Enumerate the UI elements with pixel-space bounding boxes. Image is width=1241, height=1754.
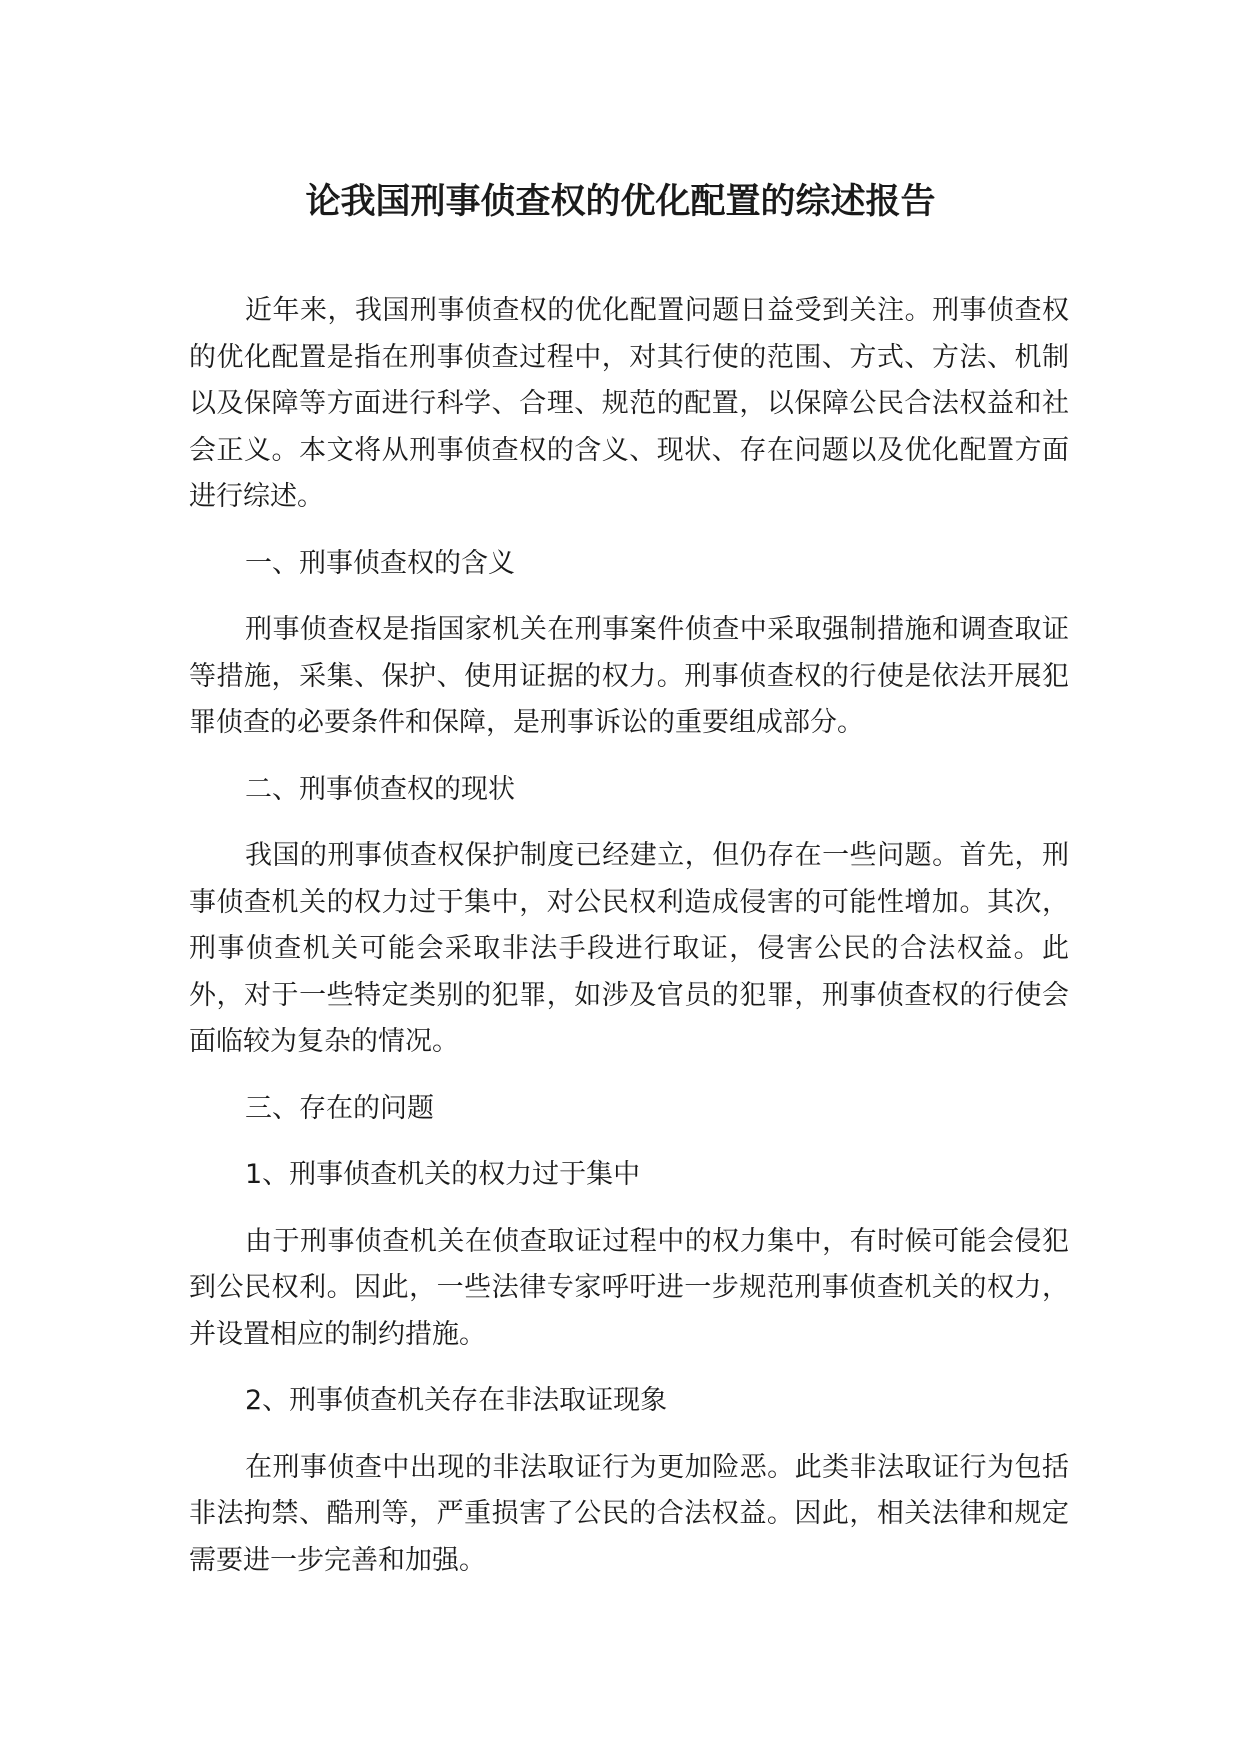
document-title: 论我国刑事侦查权的优化配置的综述报告 [305,182,936,222]
paragraph-gap [189,587,1069,607]
section-heading-meaning: 一、刑事侦查权的含义 [245,547,515,579]
subheading-problem-2: 2、刑事侦查机关存在非法取证现象 [245,1385,668,1416]
subheading-problem-1: 1、刑事侦查机关的权力过于集中 [245,1159,641,1190]
paragraph-gap [189,813,1069,833]
section-heading-problems: 三、存在的问题 [245,1092,434,1124]
paragraph-gap [189,1425,1069,1445]
paragraph-gap [189,1066,1069,1086]
section-heading-status: 二、刑事侦查权的现状 [245,773,515,805]
paragraph-problem-1: 由于刑事侦查机关在侦查取证过程中的权力集中，有时候可能会侵犯到公民权利。因此，一些法律专家呼吁进一步规范刑事侦查机关的权力，并设置相应的制约措施。 [189,1225,1069,1350]
paragraph-gap [189,1132,1069,1152]
paragraph-gap [189,747,1069,767]
paragraph-gap [189,521,1069,541]
paragraph-gap [189,1358,1069,1378]
paragraph-meaning: 刑事侦查权是指国家机关在刑事案件侦查中采取强制措施和调查取证等措施，采集、保护、使用证据的权力。刑事侦查权的行使是依法开展犯罪侦查的必要条件和保障，是刑事诉讼的重要组成部分。 [189,614,1069,738]
paragraph-status: 我国的刑事侦查权保护制度已经建立，但仍存在一些问题。首先，刑事侦查机关的权力过于集中，对公民权利造成侵害的可能性增加。其次，刑事侦查机关可能会采取非法手段进行取证，侵害公民的合法权益。此外，对于一些特定类别的犯罪，如涉及官员的犯罪，刑事侦查权的行使会面临较为复杂的情况。 [189,840,1069,1057]
document-body [189,288,1069,1584]
paragraph-gap [189,1199,1069,1219]
paragraph-problem-2: 在刑事侦查中出现的非法取证行为更加险恶。此类非法取证行为包括非法拘禁、酷刑等，严重损害了公民的合法权益。因此，相关法律和规定需要进一步完善和加强。 [189,1451,1069,1576]
paragraph-intro: 近年来，我国刑事侦查权的优化配置问题日益受到关注。刑事侦查权的优化配置是指在刑事侦查过程中，对其行使的范围、方式、方法、机制以及保障等方面进行科学、合理、规范的配置，以保障公民合法权益和社会正义。本文将从刑事侦查权的含义、现状、存在问题以及优化配置方面进行综述。 [189,295,1069,512]
